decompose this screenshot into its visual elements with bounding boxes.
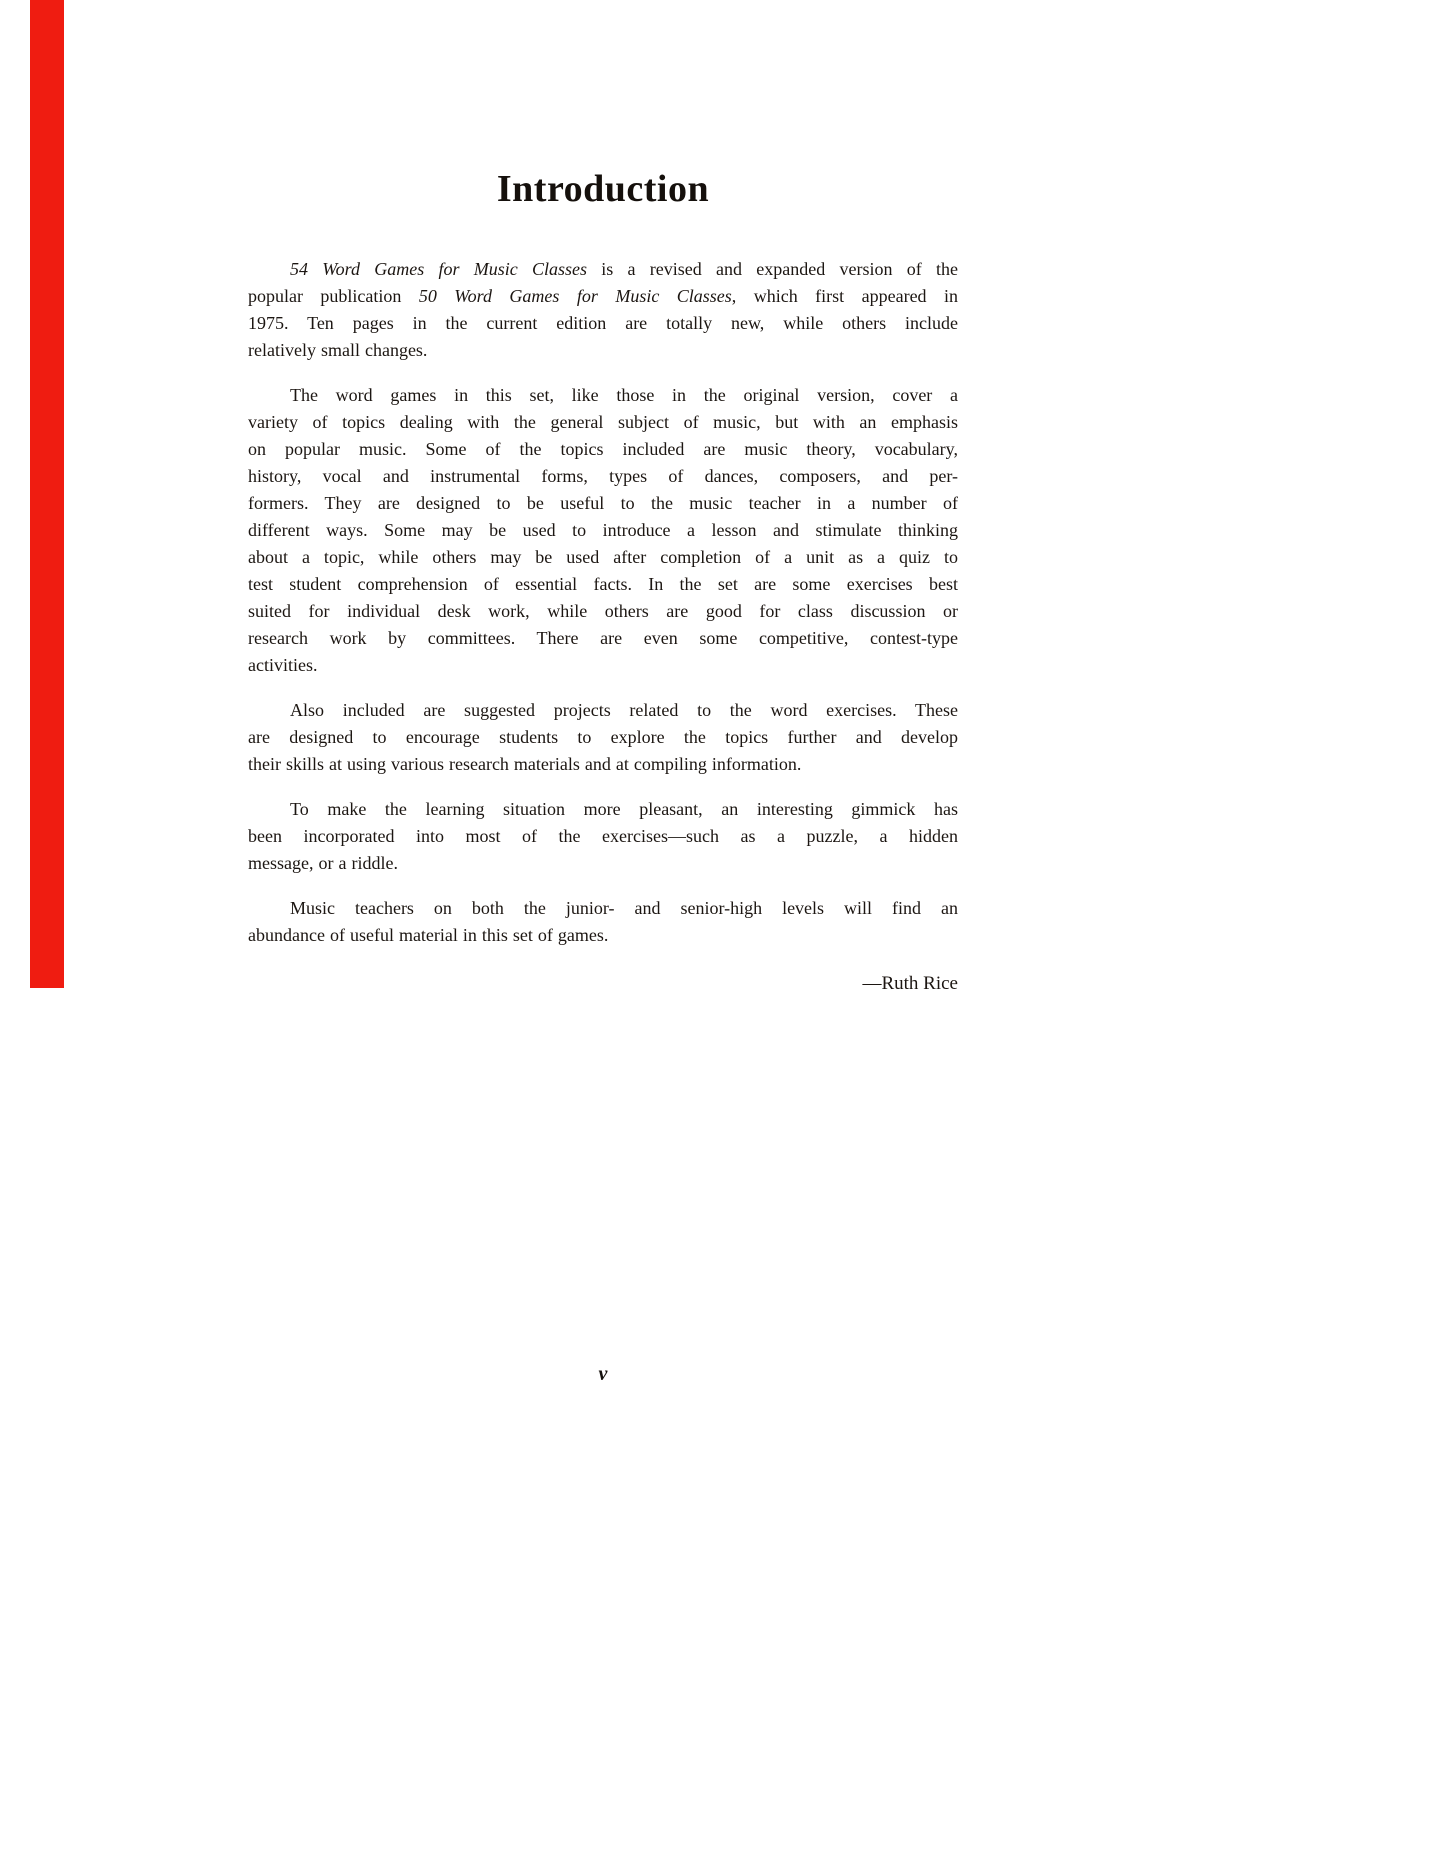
text-segment: are designed to encourage students to explore the topics further and develop <box>248 727 958 747</box>
text-segment: research work by committees. There are even some competitive, contest-type <box>248 628 958 648</box>
paragraph <box>248 382 958 679</box>
text-segment: about a topic, while others may be used after completion of a unit as a quiz to <box>248 547 958 567</box>
text-line <box>248 283 958 310</box>
text-segment: popular publication <box>248 286 419 306</box>
text-line <box>248 625 958 652</box>
text-segment: their skills at using various research materials and at compiling information. <box>248 754 802 774</box>
paragraph <box>248 796 958 877</box>
text-line <box>248 823 958 850</box>
text-segment: Music teachers on both the junior- and senior-high levels will find an <box>290 898 958 918</box>
text-segment: To make the learning situation more pleasant, an interesting gimmick has <box>290 799 958 819</box>
text-segment: different ways. Some may be used to introduce a lesson and stimulate thinking <box>248 520 958 540</box>
text-line <box>248 337 958 364</box>
text-segment: activities. <box>248 655 318 675</box>
text-line <box>248 382 958 409</box>
text-line <box>248 751 958 778</box>
paragraph <box>248 895 958 949</box>
text-segment: 1975. Ten pages in the current edition are totally new, while others include <box>248 313 958 333</box>
text-segment: test student comprehension of essential facts. In the set are some exercises best <box>248 574 958 594</box>
body-text <box>248 256 958 949</box>
introduction-section <box>248 168 958 997</box>
text-line <box>248 922 958 949</box>
text-segment: on popular music. Some of the topics included are music theory, vocabulary, <box>248 439 958 459</box>
page-title: Introduction <box>496 168 710 210</box>
text-line <box>248 490 958 517</box>
text-line <box>248 598 958 625</box>
paragraph <box>248 256 958 364</box>
text-line <box>248 310 958 337</box>
text-segment: is a revised and expanded version of the <box>587 259 959 279</box>
scan-edge-stripe <box>30 0 64 988</box>
text-line <box>248 850 958 877</box>
text-segment: been incorporated into most of the exercises—such as a puzzle, a hidden <box>248 826 958 846</box>
text-line <box>248 697 958 724</box>
text-line <box>248 571 958 598</box>
author-signature: —Ruth Rice <box>862 973 958 994</box>
text-line <box>248 436 958 463</box>
text-line <box>248 724 958 751</box>
book-title-italic: 54 Word Games for Music Classes <box>290 259 587 279</box>
text-segment: history, vocal and instrumental forms, types of dances, composers, and per- <box>248 466 958 486</box>
text-line <box>248 517 958 544</box>
paragraph <box>248 697 958 778</box>
text-line <box>248 463 958 490</box>
text-segment: abundance of useful material in this set of games. <box>248 925 609 945</box>
text-segment: suited for individual desk work, while others are good for class discussion or <box>248 601 958 621</box>
text-segment: formers. They are designed to be useful to the music teacher in a number of <box>248 493 958 513</box>
text-segment: The word games in this set, like those in the original version, cover a <box>290 385 958 405</box>
page-number: v <box>598 1363 608 1385</box>
text-line <box>248 256 958 283</box>
text-segment: variety of topics dealing with the general subject of music, but with an emphasis <box>248 412 958 432</box>
text-segment: message, or a riddle. <box>248 853 398 873</box>
text-line <box>248 652 958 679</box>
text-segment: Also included are suggested projects related to the word exercises. These <box>290 700 958 720</box>
text-segment: relatively small changes. <box>248 340 428 360</box>
text-segment: , which first appeared in <box>731 286 959 306</box>
text-line <box>248 895 958 922</box>
text-line <box>248 409 958 436</box>
text-line <box>248 796 958 823</box>
text-line <box>248 544 958 571</box>
book-title-italic: 50 Word Games for Music Classes <box>418 286 732 306</box>
